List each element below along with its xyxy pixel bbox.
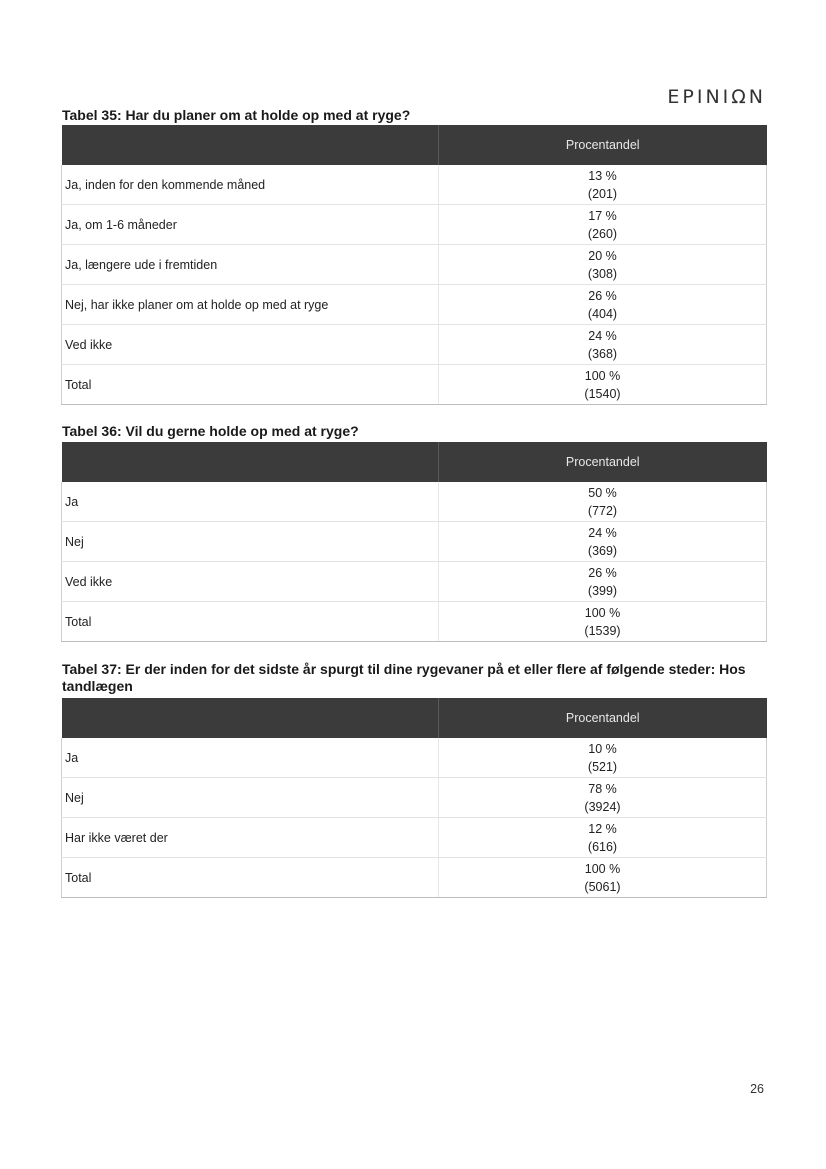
count-value: (404) [587,306,618,321]
percent-value: 50 % [588,485,617,500]
table-header-row [62,442,767,482]
row-value [439,522,767,562]
row-label: Har ikke været der [62,818,439,858]
percent-value: 10 % [588,741,617,756]
count-value: (260) [587,226,618,241]
row-label: Ja, om 1-6 måneder [62,205,439,245]
count-value: (5061) [584,879,621,894]
row-value [439,602,767,642]
row-label: Ved ikke [62,325,439,365]
row-value [439,482,767,522]
percent-value: 12 % [588,821,617,836]
table-row [62,165,767,205]
table-row [62,738,767,778]
table-row-total [62,365,767,405]
column-header-procentandel: Procentandel [439,125,767,165]
column-header-procentandel: Procentandel [439,442,767,482]
count-value: (3924) [584,799,621,814]
table-row [62,522,767,562]
table-37 [61,698,767,898]
table-row [62,818,767,858]
table-row [62,778,767,818]
count-value: (1539) [584,623,621,638]
count-value: (772) [587,503,618,518]
percent-value: 100 % [584,605,621,620]
row-label: Ja [62,482,439,522]
table-37-title: Tabel 37: Er der inden for det sidste år spurgt til dine rygevaner på et eller flere af følgende steder: Hos tandlægen [62,661,746,694]
count-value: (521) [587,759,618,774]
row-value [439,165,767,205]
percent-value: 100 % [584,368,621,383]
column-header-procentandel: Procentandel [439,698,767,738]
table-row [62,482,767,522]
table-row [62,245,767,285]
row-value [439,325,767,365]
count-value: (369) [587,543,618,558]
table-36-title: Tabel 36: Vil du gerne holde op med at ryge? [62,423,359,439]
table-header-row [62,698,767,738]
percent-value: 26 % [588,288,617,303]
row-value [439,365,767,405]
row-label: Total [62,365,439,405]
count-value: (399) [587,583,618,598]
table-row [62,205,767,245]
count-value: (1540) [584,386,621,401]
header-empty-cell [62,698,439,738]
row-label: Total [62,602,439,642]
table-row [62,285,767,325]
table-row-total [62,858,767,898]
count-value: (616) [587,839,618,854]
row-label: Nej, har ikke planer om at holde op med at ryge [62,285,439,325]
row-value [439,858,767,898]
percent-value: 24 % [588,525,617,540]
row-label: Total [62,858,439,898]
percent-value: 100 % [584,861,621,876]
header-empty-cell [62,125,439,165]
row-value [439,562,767,602]
count-value: (368) [587,346,618,361]
row-value [439,205,767,245]
percent-value: 13 % [588,168,617,183]
count-value: (201) [587,186,618,201]
row-label: Nej [62,778,439,818]
row-value [439,818,767,858]
table-row-total [62,602,767,642]
table-35-title: Tabel 35: Har du planer om at holde op med at ryge? [62,107,411,123]
row-label: Nej [62,522,439,562]
page-number: 26 [750,1082,764,1096]
table-row [62,325,767,365]
row-value [439,738,767,778]
table-row [62,562,767,602]
row-value [439,778,767,818]
row-label: Ja, inden for den kommende måned [62,165,439,205]
header-empty-cell [62,442,439,482]
percent-value: 26 % [588,565,617,580]
table-35 [61,125,767,405]
count-value: (308) [587,266,618,281]
table-header-row [62,125,767,165]
percent-value: 17 % [588,208,617,223]
table-36 [61,442,767,642]
row-label: Ja, længere ude i fremtiden [62,245,439,285]
row-label: Ja [62,738,439,778]
row-value [439,285,767,325]
percent-value: 24 % [588,328,617,343]
percent-value: 78 % [588,781,617,796]
row-value [439,245,767,285]
brand-logo: EPINIΩN [667,86,766,108]
percent-value: 20 % [588,248,617,263]
row-label: Ved ikke [62,562,439,602]
